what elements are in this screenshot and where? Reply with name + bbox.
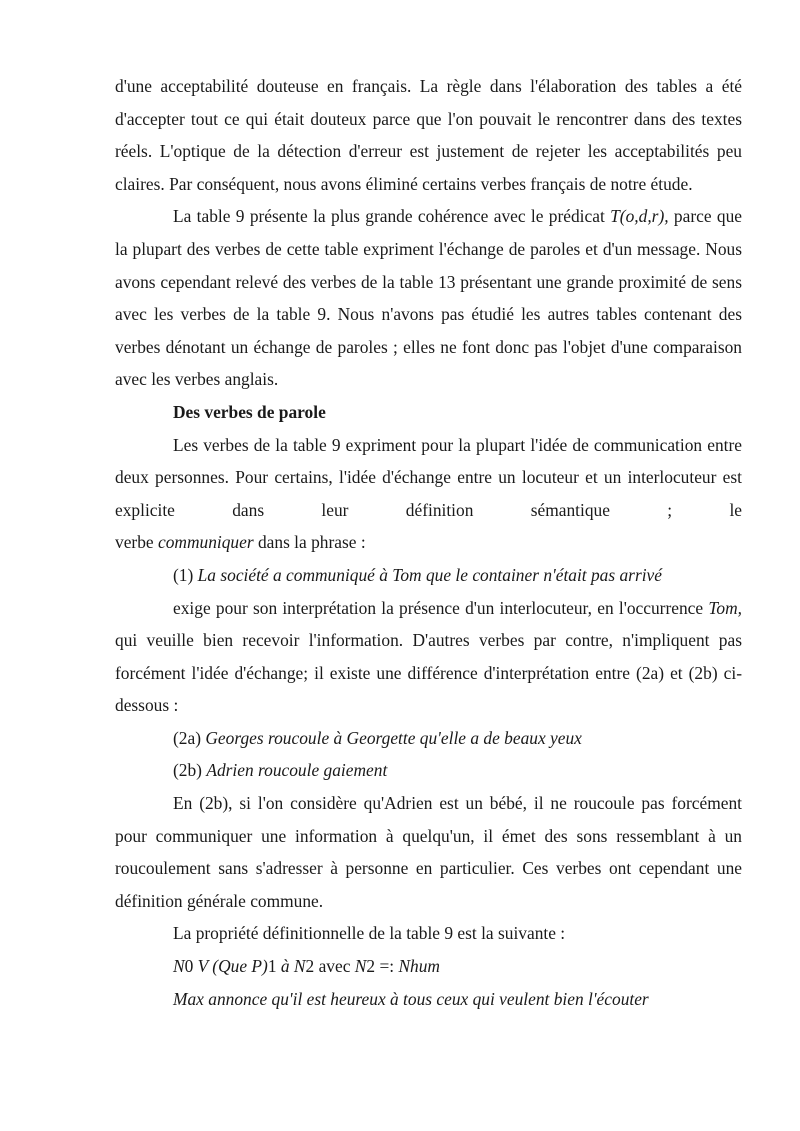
paragraph-text: exige pour son interprétation la présence d'un interlocuteur, en l'occurrence [173,597,709,618]
example-2b [115,754,742,787]
definition-formula [115,950,742,983]
paragraph-definitional-property: La propriété définitionnelle de la table 9 est la suivante : [173,923,566,944]
section-heading: Des verbes de parole [173,401,326,422]
paragraph-text: dans la phrase : [253,532,366,553]
paragraph-table-9-coherence [115,200,742,396]
document-page [115,70,742,1015]
paragraph-acceptability: d'une acceptabilité douteuse en français. La règle dans l'élaboration des tables a été d'accepter tout ce qui était douteux parce que l'on pouvait le rencontrer dans des textes réels. L'optique de la détection d'erreur est justement de rejeter les acceptabilités peu claires. Par conséquent, nous avons éliminé certains verbes français de notre étude. [115,76,742,194]
paragraph-speech-verbs: Les verbes de la table 9 expriment pour la plupart l'idée de communication entre deux personnes. Pour certains, l'idée d'échange entre un locuteur et un interlocuteur est explicite dans leur définition sémantique ; le [115,434,742,520]
example-number: (2b) [173,760,207,781]
example-final [115,983,742,1016]
example-1 [115,559,742,592]
paragraph-text: parce que la plupart des verbes de cette table expriment l'échange de paroles et d'un message. Nous avons cependant relevé des verbes de la table 13 présentant une grande proximité de sens avec les verbes de la table 9. Nous n'avons pas étudié les autres tables contenant des verbes dénotant un échange de paroles ; elles ne font donc pas l'objet d'une comparaison avec les verbes anglais. [115,206,743,390]
formula-part: 2 avec [305,956,355,977]
formula-part: N [173,956,185,977]
name-italic: Tom, [708,597,742,618]
paragraph-text: La table 9 présente la plus grande cohérence avec le prédicat [173,206,611,227]
verb-italic: communiquer [157,532,254,553]
example-number: (1) [173,564,198,585]
formula-part: Nhum [398,956,440,977]
formula-part: N [354,956,367,977]
predicate-formula: T(o,d,r), [610,206,669,227]
paragraph-roucouler: En (2b), si l'on considère qu'Adrien est un bébé, il ne roucoule pas forcément pour communiquer une information à quelqu'un, il émet des sons ressemblant à un roucoulement sans s'adresser à personne en particulier. Ces verbes ont cependant une définition générale commune. [115,793,742,911]
paragraph-speech-verbs-cont [115,526,742,559]
example-sentence: Georges roucoule à Georgette qu'elle a de beaux yeux [205,727,582,748]
example-sentence: Adrien roucoule gaiement [206,760,388,781]
formula-part: V (Que P) [197,956,268,977]
formula-part: 1 [267,956,281,977]
example-sentence: Max annonce qu'il est heureux à tous ceux qui veulent bien l'écouter [173,988,649,1009]
example-sentence: La société a communiqué à Tom que le container n'était pas arrivé [197,564,662,585]
formula-part: 2 =: [366,956,399,977]
formula-part: 0 [184,956,198,977]
paragraph-text: verbe [115,532,158,553]
paragraph-interpretation [115,592,742,722]
example-number: (2a) [173,727,206,748]
formula-part: à N [280,956,306,977]
paragraph-text: qui veuille bien recevoir l'information. D'autres verbes par contre, n'impliquent pas forcément l'idée d'échange; il existe une différence d'interprétation entre (2a) et (2b) ci-dessous : [115,630,742,716]
example-2a [115,722,742,755]
